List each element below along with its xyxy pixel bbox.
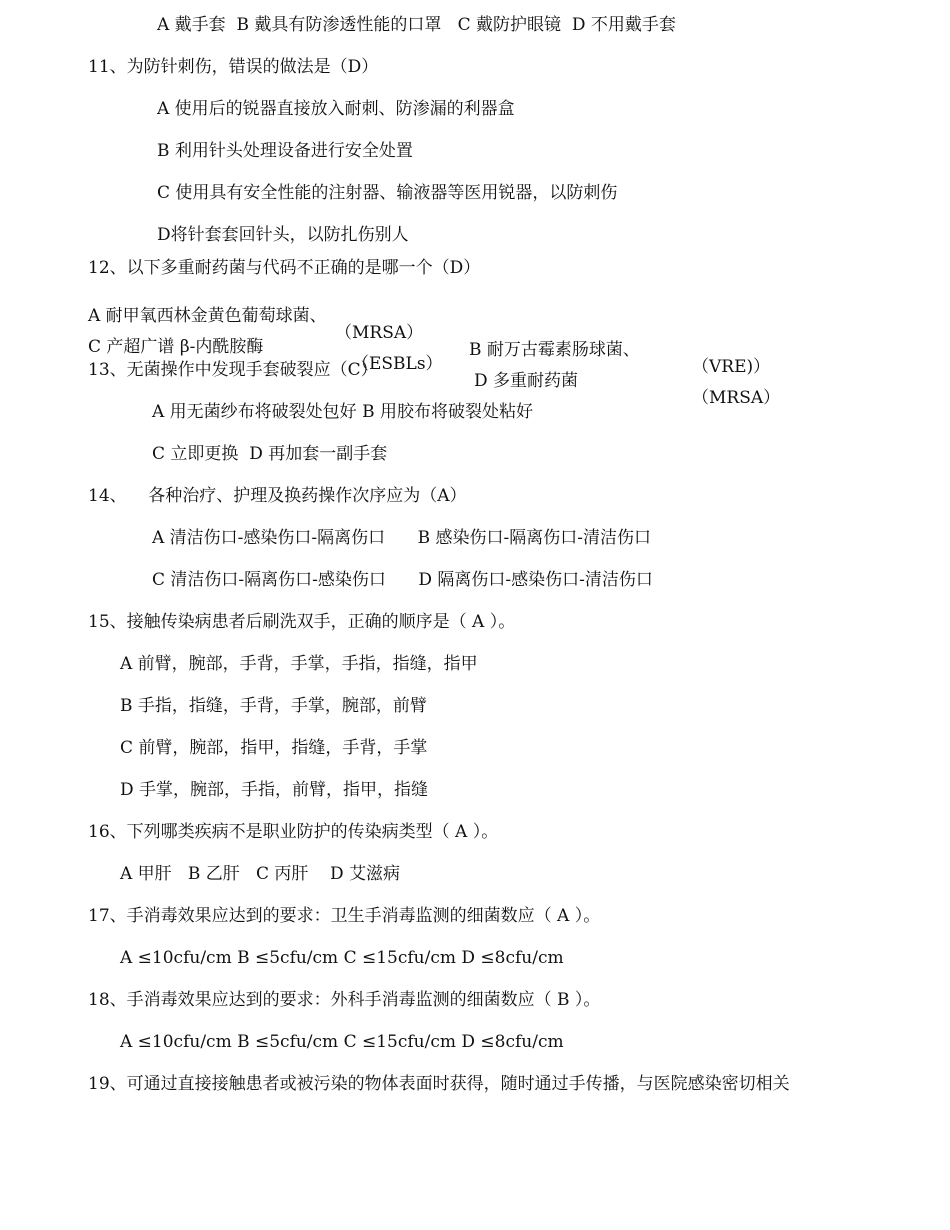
question-14: 14、 各种治疗、护理及换药操作次序应为（A） bbox=[88, 486, 467, 506]
question-19: 19、可通过直接接触患者或被污染的物体表面时获得，随时通过手传播，与医院感染密切相关 bbox=[88, 1074, 790, 1094]
q13-options-cd: C 立即更换 D 再加套一副手套 bbox=[152, 444, 388, 464]
question-17: 17、手消毒效果应达到的要求：卫生手消毒监测的细菌数应（ A ）。 bbox=[88, 906, 601, 926]
q11-option-a: A 使用后的锐器直接放入耐刺、防渗漏的利器盒 bbox=[157, 99, 515, 119]
q18-options: A ≤10cfu/cm B ≤5cfu/cm C ≤15cfu/cm D ≤8cfu/cm bbox=[120, 1032, 564, 1052]
q12-code-c: （ESBLs） bbox=[352, 354, 443, 374]
q11-option-b: B 利用针头处理设备进行安全处置 bbox=[157, 141, 413, 161]
q11-option-d: D将针套套回针头，以防扎伤别人 bbox=[157, 225, 409, 245]
q15-option-a: A 前臂，腕部，手背，手掌，手指，指缝，指甲 bbox=[120, 654, 478, 674]
q12-option-d: D 多重耐药菌 bbox=[474, 371, 579, 391]
q12-option-a: A 耐甲氧西林金黄色葡萄球菌、 bbox=[88, 306, 327, 326]
q12-code-d: （MRSA） bbox=[692, 388, 781, 408]
question-12: 12、以下多重耐药菌与代码不正确的是哪一个（D） bbox=[88, 258, 481, 278]
q11-option-c: C 使用具有安全性能的注射器、输液器等医用锐器，以防刺伤 bbox=[157, 183, 618, 203]
q15-option-c: C 前臂，腕部，指甲，指缝，手背，手掌 bbox=[120, 738, 428, 758]
q17-options: A ≤10cfu/cm B ≤5cfu/cm C ≤15cfu/cm D ≤8cfu/cm bbox=[120, 948, 564, 968]
question-16: 16、下列哪类疾病不是职业防护的传染病类型（ A ）。 bbox=[88, 822, 499, 842]
q12-option-b: B 耐万古霉素肠球菌、 bbox=[469, 340, 640, 360]
q10-options: A 戴手套 B 戴具有防渗透性能的口罩 C 戴防护眼镜 D 不用戴手套 bbox=[157, 15, 676, 35]
question-11: 11、为防针刺伤，错误的做法是（D） bbox=[88, 57, 379, 77]
q15-option-d: D 手掌，腕部，手指，前臂，指甲，指缝 bbox=[120, 780, 429, 800]
q15-option-b: B 手指，指缝，手背，手掌，腕部，前臂 bbox=[120, 696, 427, 716]
q12-option-c: C 产超广谱 β-内酰胺酶 bbox=[88, 337, 264, 357]
q14-options-ab: A 清洁伤口-感染伤口-隔离伤口 B 感染伤口-隔离伤口-清洁伤口 bbox=[152, 528, 651, 548]
question-15: 15、接触传染病患者后刷洗双手，正确的顺序是（ A ）。 bbox=[88, 612, 516, 632]
q14-options-cd: C 清洁伤口-隔离伤口-感染伤口 D 隔离伤口-感染伤口-清洁伤口 bbox=[152, 570, 653, 590]
question-18: 18、手消毒效果应达到的要求：外科手消毒监测的细菌数应（ B ）。 bbox=[88, 990, 601, 1010]
q13-options-ab: A 用无菌纱布将破裂处包好 B 用胶布将破裂处粘好 bbox=[152, 402, 533, 422]
q12-code-a: （MRSA） bbox=[335, 323, 424, 343]
q12-code-b: （VRE)） bbox=[692, 357, 771, 377]
q16-options: A 甲肝 B 乙肝 C 丙肝 D 艾滋病 bbox=[120, 864, 401, 884]
question-13: 13、无菌操作中发现手套破裂应（C） bbox=[88, 360, 378, 380]
